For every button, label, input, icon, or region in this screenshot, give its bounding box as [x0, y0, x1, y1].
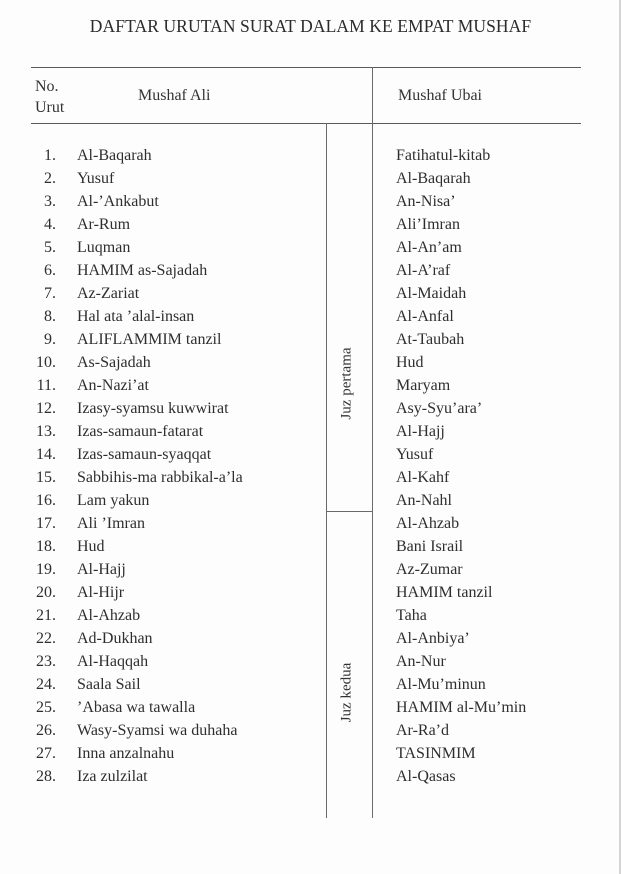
mushaf-ubai-surah: Al-Baqarah	[396, 170, 471, 187]
row-number: 9.	[44, 331, 56, 348]
mushaf-ali-surah: Ar-Rum	[77, 216, 131, 233]
mushaf-ubai-surah: Al-Kahf	[396, 469, 450, 486]
mushaf-ubai-surah: Bani Israil	[396, 538, 464, 555]
mushaf-ali-surah: Hal ata ’alal-insan	[77, 308, 195, 325]
mushaf-ali-surah: ALIFLAMMIM tanzil	[77, 331, 222, 348]
table-row	[0, 190, 621, 213]
mushaf-ubai-surah: Az-Zumar	[396, 561, 463, 578]
table-row	[0, 719, 621, 742]
row-number: 16.	[36, 492, 56, 509]
mushaf-ali-surah: Izas-samaun-fatarat	[77, 423, 204, 440]
table-row	[0, 627, 621, 650]
row-number: 14.	[36, 446, 56, 463]
table-top-rule	[31, 67, 581, 68]
mushaf-ali-surah: Az-Zariat	[77, 285, 140, 302]
juz-label-second: Juz kedua	[338, 662, 355, 723]
header-mushaf-ali: Mushaf Ali	[138, 87, 211, 104]
table-row	[0, 167, 621, 190]
header-no-urut	[35, 76, 64, 118]
row-number: 5.	[44, 239, 56, 256]
mushaf-ali-surah: Ad-Dukhan	[77, 630, 153, 647]
mushaf-ubai-surah: Al-Mu’minun	[396, 676, 486, 693]
row-number: 21.	[36, 607, 56, 624]
table-row	[0, 282, 621, 305]
table-row	[0, 443, 621, 466]
row-number: 11.	[36, 377, 56, 394]
table-row	[0, 581, 621, 604]
table-row	[0, 144, 621, 167]
mushaf-ali-surah: Al-’Ankabut	[77, 193, 159, 210]
row-number: 2.	[44, 170, 56, 187]
table-row	[0, 420, 621, 443]
mushaf-ali-surah: Inna anzalnahu	[77, 745, 175, 762]
mushaf-ali-surah: Lam yakun	[77, 492, 150, 509]
header-mushaf-ubai: Mushaf Ubai	[398, 87, 482, 104]
mushaf-ali-surah: Al-Ahzab	[77, 607, 141, 624]
row-number: 28.	[36, 768, 56, 785]
row-number: 4.	[44, 216, 56, 233]
juz-label-first: Juz pertama	[338, 347, 355, 420]
header-no-line2: Urut	[35, 99, 65, 116]
row-number: 26.	[36, 722, 56, 739]
row-number: 23.	[36, 653, 56, 670]
mushaf-ubai-surah: Al-Anbiya’	[396, 630, 470, 647]
mushaf-ubai-surah: Al-An’am	[396, 239, 462, 256]
mushaf-ubai-surah: An-Nahl	[396, 492, 452, 509]
table-row	[0, 535, 621, 558]
mushaf-ubai-surah: Fatihatul-kitab	[396, 147, 491, 164]
row-number: 10.	[36, 354, 56, 371]
row-number: 25.	[36, 699, 56, 716]
table-row	[0, 512, 621, 535]
mushaf-ali-surah: Izas-samaun-syaqqat	[77, 446, 212, 463]
mushaf-ali-surah: As-Sajadah	[77, 354, 151, 371]
mushaf-ubai-surah: TASINMIM	[396, 745, 476, 762]
header-no-line1: No.	[35, 78, 59, 95]
mushaf-ali-surah: Al-Hajj	[77, 561, 126, 578]
table-row	[0, 259, 621, 282]
mushaf-ubai-surah: Taha	[396, 607, 427, 624]
mushaf-ubai-surah: Ali’Imran	[396, 216, 460, 233]
table-row	[0, 213, 621, 236]
mushaf-ubai-surah: Ar-Ra’d	[396, 722, 449, 739]
mushaf-ubai-surah: An-Nisa’	[396, 193, 456, 210]
row-number: 12.	[36, 400, 56, 417]
mushaf-ali-surah: Luqman	[77, 239, 131, 256]
mushaf-ali-surah: Saala Sail	[77, 676, 141, 693]
mushaf-ubai-surah: An-Nur	[396, 653, 446, 670]
mushaf-ubai-surah: Al-Qasas	[396, 768, 456, 785]
mushaf-ubai-surah: HAMIM tanzil	[396, 584, 493, 601]
row-number: 27.	[36, 745, 56, 762]
mushaf-ali-surah: Al-Hijr	[77, 584, 125, 601]
mushaf-ubai-surah: At-Taubah	[396, 331, 465, 348]
mushaf-ubai-surah: Al-Hajj	[396, 423, 445, 440]
mushaf-ali-surah: Iza zulzilat	[77, 768, 148, 785]
table-row	[0, 466, 621, 489]
mushaf-ali-surah: Wasy-Syamsi wa duhaha	[77, 722, 238, 739]
row-number: 8.	[44, 308, 56, 325]
row-number: 24.	[36, 676, 56, 693]
row-number: 19.	[36, 561, 56, 578]
mushaf-ali-surah: Hud	[77, 538, 105, 555]
table-row	[0, 397, 621, 420]
mushaf-ubai-surah: Al-Anfal	[396, 308, 454, 325]
row-number: 17.	[36, 515, 56, 532]
row-number: 15.	[36, 469, 56, 486]
mushaf-ubai-surah: Al-Maidah	[396, 285, 467, 302]
table-row	[0, 236, 621, 259]
mushaf-ali-surah: Yusuf	[77, 170, 115, 187]
row-number: 20.	[36, 584, 56, 601]
row-number: 1.	[44, 147, 56, 164]
mushaf-ubai-surah: Al-Ahzab	[396, 515, 460, 532]
mushaf-ali-surah: Izasy-syamsu kuwwirat	[77, 400, 229, 417]
table-row	[0, 650, 621, 673]
table-row	[0, 742, 621, 765]
table-row	[0, 489, 621, 512]
mushaf-ali-surah: An-Nazi’at	[77, 377, 149, 394]
mushaf-ali-surah: Al-Haqqah	[77, 653, 149, 670]
mushaf-ubai-surah: HAMIM al-Mu’min	[396, 699, 527, 716]
mushaf-ali-surah: HAMIM as-Sajadah	[77, 262, 208, 279]
row-number: 3.	[44, 193, 56, 210]
mushaf-ubai-surah: Al-A’raf	[396, 262, 451, 279]
table-row	[0, 673, 621, 696]
table-row	[0, 351, 621, 374]
header-bottom-rule	[31, 123, 581, 124]
table-row	[0, 558, 621, 581]
row-number: 7.	[44, 285, 56, 302]
row-number: 18.	[36, 538, 56, 555]
mushaf-ubai-surah: Hud	[396, 354, 424, 371]
mushaf-ali-surah: Sabbihis-ma rabbikal-a’la	[77, 469, 243, 486]
table-row	[0, 765, 621, 788]
page-title: DAFTAR URUTAN SURAT DALAM KE EMPAT MUSHAF	[89, 16, 532, 36]
mushaf-ali-surah: Al-Baqarah	[77, 147, 152, 164]
mushaf-ali-surah: ’Abasa wa tawalla	[77, 699, 196, 716]
mushaf-ali-surah: Ali ’Imran	[77, 515, 145, 532]
table-row	[0, 328, 621, 351]
row-number: 22.	[36, 630, 56, 647]
table-row	[0, 696, 621, 719]
row-number: 6.	[44, 262, 56, 279]
mushaf-ubai-surah: Maryam	[396, 377, 451, 394]
row-number: 13.	[36, 423, 56, 440]
table-row	[0, 305, 621, 328]
table-row	[0, 374, 621, 397]
table-row	[0, 604, 621, 627]
mushaf-ubai-surah: Asy-Syu’ara’	[396, 400, 483, 417]
mushaf-ubai-surah: Yusuf	[396, 446, 434, 463]
